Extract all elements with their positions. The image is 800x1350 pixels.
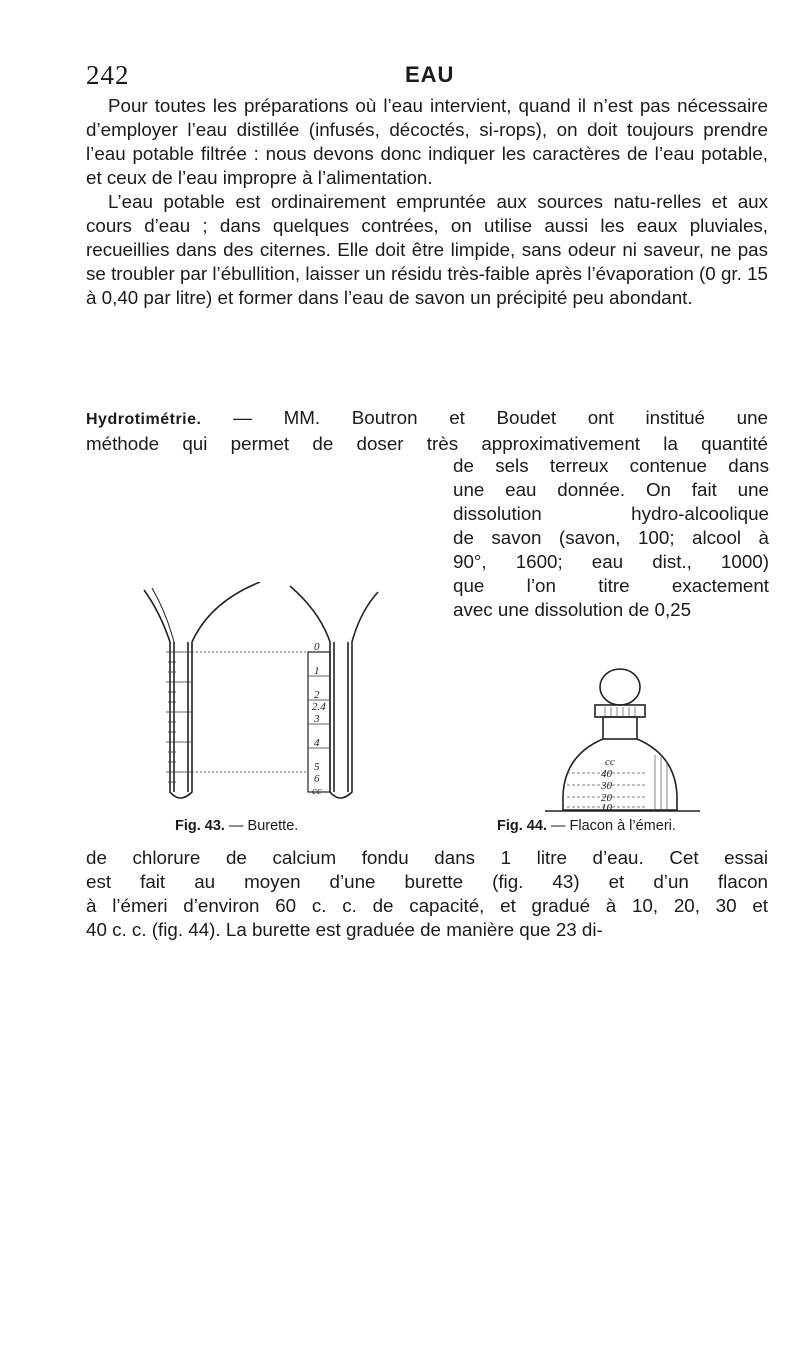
column-line: 90°, 1600; eau dist., 1000) [453,551,769,572]
burette-illustration [130,582,380,802]
column-line: que l’on titre exactement [453,575,769,596]
burette-mark: 6 [314,773,320,785]
essai-line: à l’émeri d’environ 60 c. c. de capacité, et gradué à 10, 20, 30 et [86,895,768,916]
column-line: de savon (savon, 100; alcool à [453,527,769,548]
column-line: une eau donnée. On fait une [453,479,769,500]
right-column-text [453,454,769,622]
burette-mark: 2.4 [312,701,326,713]
figure-44-text: — Flacon à l’émeri. [546,818,676,834]
essai-line: est fait au moyen d’une burette (fig. 43) et d’un flacon [86,871,768,892]
flacon-mark: cc [605,756,615,768]
burette-mark: 0 [314,641,320,653]
flacon-mark: 40 [601,768,612,780]
paragraph-hydrotimetrie [86,406,768,456]
paragraph-eau-potable: L’eau potable est ordinairement empruntée aux sources natu-relles et aux cours d’eau ; dans quelques contrées, on utilise aussi les eaux pluviales, recueillies dans des citernes. Elle doit être limpide, sans odeur ni saveur, ne pas se troubler par l’ébullition, laisser un résidu très-faible après l’évaporation (0 gr. 15 à 0,40 par litre) et former dans l’eau de savon un précipité peu abondant. [86,191,768,308]
paragraph-intro: Pour toutes les préparations où l’eau intervient, quand il n’est pas nécessaire d’employer l’eau distillée (infusés, décoctés, si-rops), on doit toujours prendre l’eau potable filtrée : nous devons donc indiquer les caractères de l’eau potable, et ceux de l’eau impropre à l’alimentation. [86,95,768,188]
flacon-mark: 10 [601,802,612,814]
paragraph-essai [86,846,768,942]
flacon-mark: 20 [601,792,612,804]
column-line: avec une dissolution de 0,25 [453,599,692,620]
term-hydrotimetrie: Hydrotimétrie. [86,411,202,428]
hydrotimetrie-line-2: méthode qui permet de doser très approximativement la quantité [86,433,768,454]
flacon-illustration [505,665,715,815]
burette-mark: 4 [314,737,320,749]
essai-line: de chlorure de calcium fondu dans 1 litre d’eau. Cet essai [86,847,768,868]
burette-mark: 1 [314,665,320,677]
burette-mark: 2 [314,689,320,701]
flacon-mark: 30 [601,780,612,792]
burette-mark: 3 [314,713,320,725]
hydrotimetrie-line-1: — MM. Boutron et Boudet ont institué une [201,407,768,428]
figure-43-caption [175,818,298,834]
page-number: 242 [86,60,130,90]
burette-mark: 5 [314,761,320,773]
essai-line: 40 c. c. (fig. 44). La burette est graduée de manière que 23 di- [86,919,603,940]
figure-43-text: — Burette. [224,818,299,834]
figure-44-label: Fig. 44. [497,818,547,834]
column-line: de sels terreux contenue dans [453,455,769,476]
burette-mark: cc [312,785,322,797]
column-line: dissolution hydro-alcoolique [453,503,769,524]
running-head: EAU [405,62,455,87]
figure-44-caption [497,818,676,834]
figure-43-label: Fig. 43. [175,818,225,834]
